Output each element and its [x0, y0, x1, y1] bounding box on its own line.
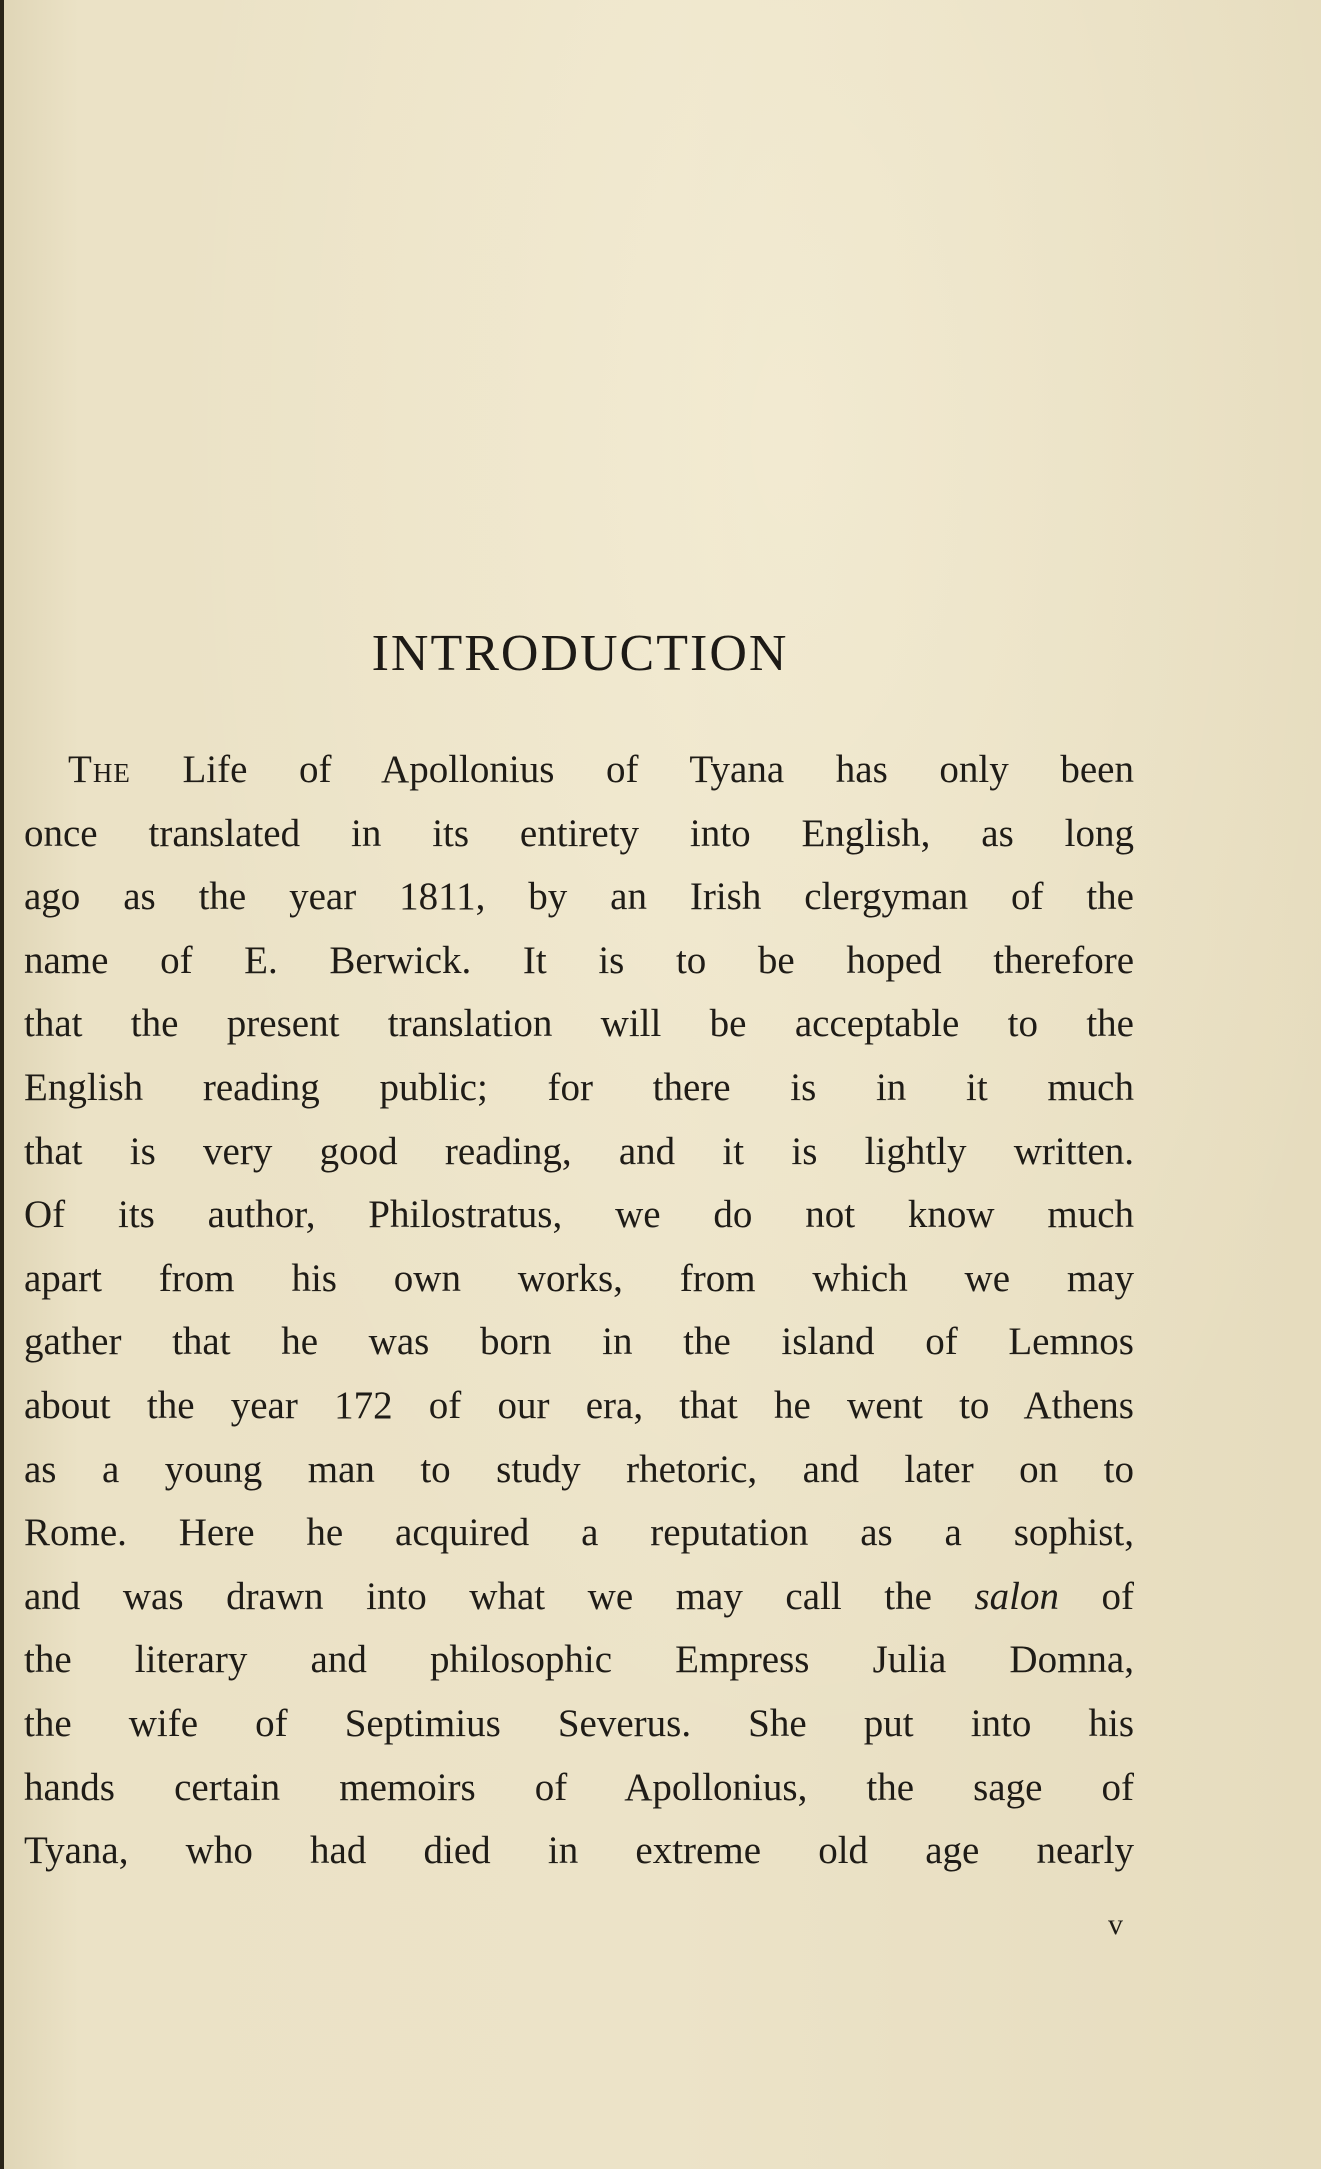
- text-line-11: about the year 172 of our era, that he went to Athens: [24, 1383, 1134, 1427]
- text-line-4: name of E. Berwick. It is to be hoped therefore: [24, 938, 1134, 982]
- text-line-14: [24, 1565, 1134, 1629]
- text-line-16: the wife of Septimius Severus. She put into his: [24, 1701, 1134, 1745]
- text-line-1: [24, 738, 1134, 802]
- text-line-7: that is very good reading, and it is lightly written.: [24, 1129, 1134, 1173]
- chapter-heading: INTRODUCTION: [371, 625, 789, 682]
- text-line-6: English reading public; for there is in it much: [24, 1065, 1134, 1109]
- salon-line-before: and was drawn into what we may call the: [24, 1574, 975, 1618]
- first-line-rest: Life of Apollonius of Tyana has only been: [130, 748, 1134, 791]
- introduction-paragraph: [24, 738, 1134, 1883]
- page-binding-edge: [0, 0, 4, 2169]
- text-line-9: apart from his own works, from which we may: [24, 1256, 1134, 1300]
- text-line-15: the literary and philosophic Empress Julia Domna,: [24, 1638, 1134, 1682]
- salon-line-after: of: [1058, 1574, 1134, 1618]
- salon-italic: salon: [974, 1574, 1059, 1618]
- text-line-5: that the present translation will be acceptable to the: [24, 1002, 1134, 1046]
- page-number: v: [1108, 1908, 1123, 1941]
- opening-word: The: [68, 748, 131, 791]
- text-line-18: Tyana, who had died in extreme old age nearly: [24, 1829, 1134, 1873]
- text-line-17: hands certain memoirs of Apollonius, the sage of: [24, 1765, 1134, 1809]
- text-line-2: once translated in its entirety into English, as long: [24, 811, 1134, 855]
- text-line-12: as a young man to study rhetoric, and later on to: [24, 1447, 1134, 1491]
- text-line-10: gather that he was born in the island of Lemnos: [24, 1320, 1134, 1364]
- text-line-13: Rome. Here he acquired a reputation as a sophist,: [24, 1511, 1134, 1555]
- text-line-8: Of its author, Philostratus, we do not know much: [24, 1193, 1134, 1237]
- text-line-3: ago as the year 1811, by an Irish clergyman of the: [24, 875, 1134, 919]
